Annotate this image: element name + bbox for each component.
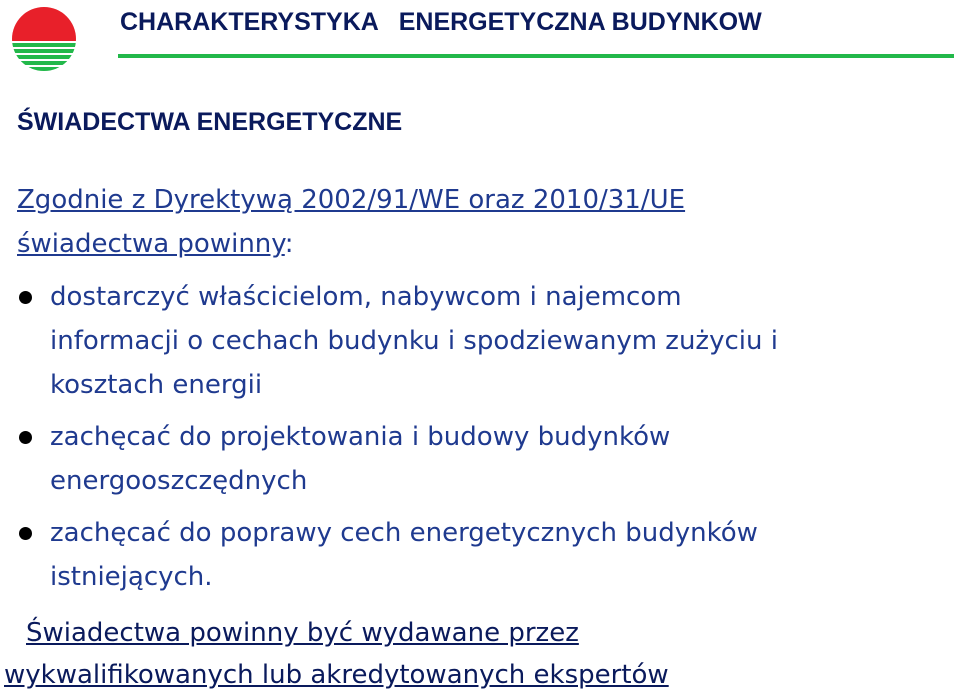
closing-statement: [4, 612, 669, 696]
list-item: [14, 275, 910, 407]
closing-line: wykwalifikowanych lub akredytowanych ekspertów: [4, 660, 669, 690]
bullet-icon: [19, 527, 32, 540]
list-item-line: kosztach energii: [50, 370, 263, 400]
intro-paragraph: [17, 178, 685, 266]
intro-lead-underlined: świadectwa powinny: [17, 229, 285, 259]
list-item-line: istniejących.: [50, 562, 213, 592]
logo-icon: [10, 6, 78, 72]
list-item-line: energooszczędnych: [50, 466, 308, 496]
list-item: [14, 415, 910, 503]
bullet-list: [14, 275, 910, 607]
closing-line: Świadectwa powinny być wydawane przez: [26, 618, 579, 648]
list-item-line: zachęcać do poprawy cech energetycznych budynków: [50, 518, 758, 548]
bullet-icon: [19, 291, 32, 304]
intro-lead-colon: :: [284, 229, 294, 259]
list-item: [14, 511, 910, 599]
list-item-line: zachęcać do projektowania i budowy budynków: [50, 422, 671, 452]
bullet-icon: [19, 431, 32, 444]
list-item-line: dostarczyć właścicielom, nabywcom i najemcom: [50, 282, 682, 312]
page-title: CHARAKTERYSTYKA ENERGETYCZNA BUDYNKOW: [120, 8, 762, 36]
intro-line-directive: Zgodnie z Dyrektywą 2002/91/WE oraz 2010/31/UE: [17, 185, 686, 215]
section-heading: ŚWIADECTWA ENERGETYCZNE: [17, 108, 403, 136]
intro-line-lead: [17, 222, 685, 266]
list-item-line: informacji o cechach budynku i spodziewanym zużyciu i: [50, 326, 778, 356]
header-divider: [118, 54, 954, 58]
